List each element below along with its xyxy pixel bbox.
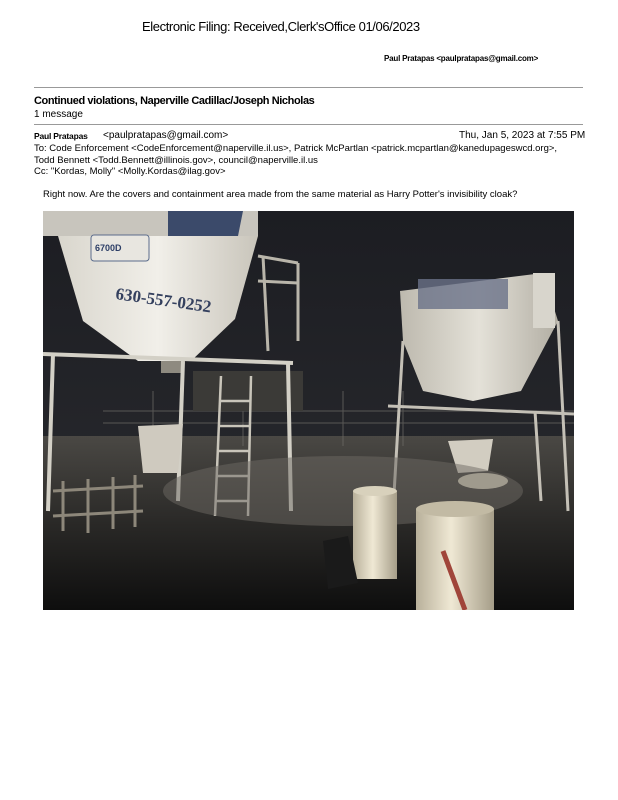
hopper-unit-label: 6700D — [95, 243, 122, 253]
electronic-filing-stamp: Electronic Filing: Received,Clerk'sOffice 01/06/2023 — [142, 19, 420, 34]
hopper-phone-number: 630-557-0252 — [114, 284, 213, 317]
attached-photo — [43, 211, 574, 610]
divider — [34, 124, 583, 125]
email-body: Right now. Are the covers and containment area made from the same material as Harry Potter's invisibility cloak? — [43, 189, 518, 200]
email-subject: Continued violations, Naperville Cadillac/Joseph Nicholas — [34, 95, 315, 107]
sender-email: <paulpratapas@gmail.com> — [103, 130, 229, 141]
recipients-cc: Cc: "Kordas, Molly" <Molly.Kordas@ilag.gov> — [34, 166, 226, 177]
message-count: 1 message — [34, 109, 83, 120]
divider — [34, 87, 583, 88]
message-date: Thu, Jan 5, 2023 at 7:55 PM — [459, 130, 586, 141]
account-header: Paul Pratapas <paulpratapas@gmail.com> — [384, 54, 539, 63]
sender-name: Paul Pratapas — [34, 131, 88, 141]
recipients-to-line-2: Todd Bennett <Todd.Bennett@illinois.gov>, council@naperville.il.us — [34, 155, 318, 166]
recipients-to-line-1: To: Code Enforcement <CodeEnforcement@naperville.il.us>, Patrick McPartlan <patrick.mcpartlan@kanedupageswcd.org>, — [34, 143, 558, 154]
